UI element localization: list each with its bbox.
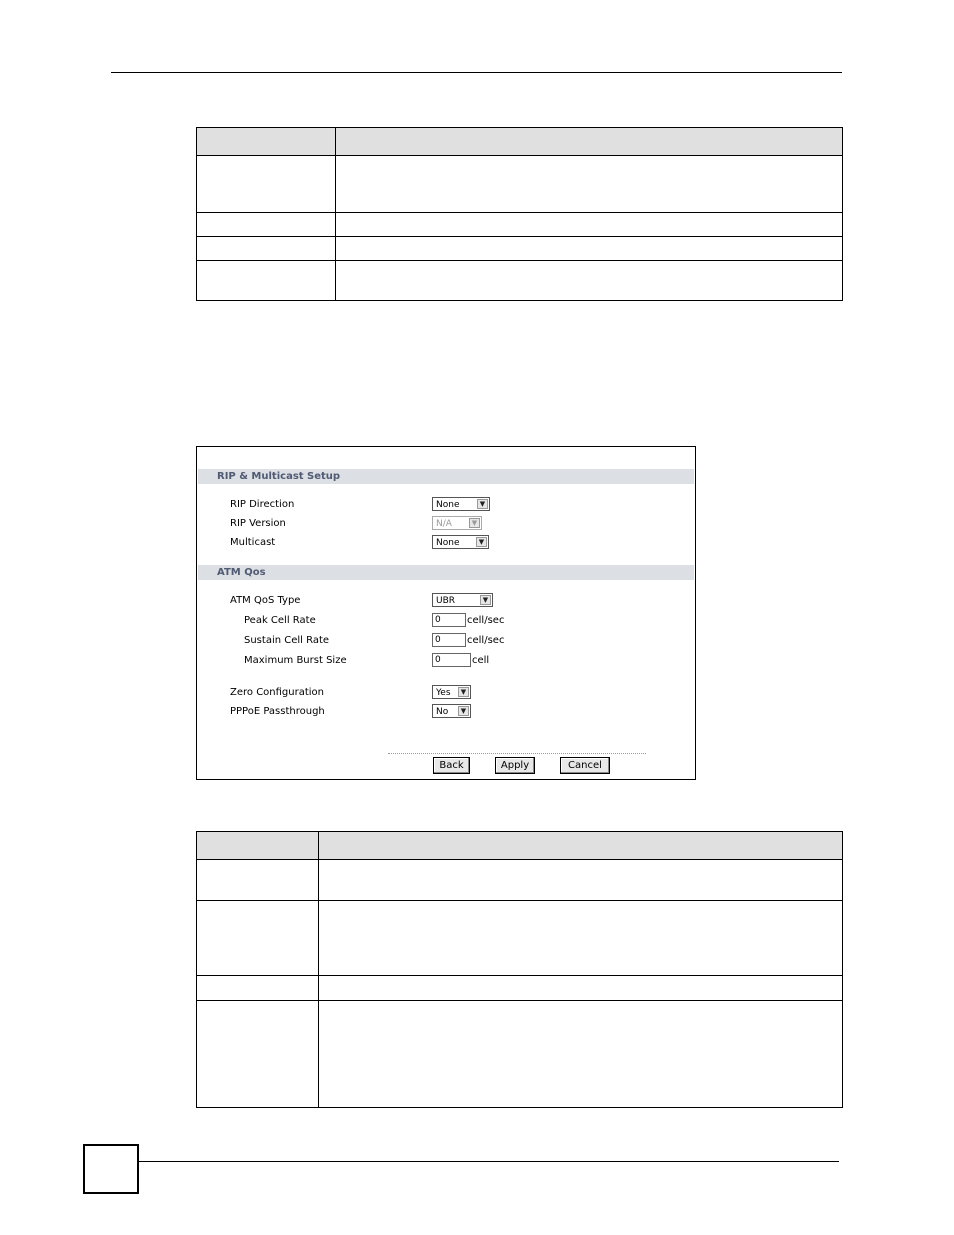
pppoe-passthrough-select[interactable]: [432, 704, 471, 718]
cancel-button[interactable]: Cancel: [560, 757, 610, 774]
sustain-cell-rate-input[interactable]: 0: [432, 633, 466, 647]
top-table-header-1: [197, 128, 336, 156]
multicast-select[interactable]: [432, 535, 489, 549]
chevron-down-icon: ▼: [469, 518, 480, 528]
atm-qos-type-label: ATM QoS Type: [230, 595, 301, 606]
back-button[interactable]: Back: [433, 757, 470, 774]
peak-cell-rate-label: Peak Cell Rate: [244, 615, 316, 626]
table-row: [197, 976, 319, 1001]
config-panel: [196, 446, 696, 780]
pppoe-passthrough-value: No: [436, 707, 449, 717]
bottom-table-header-2: [319, 832, 843, 860]
rip-direction-value: None: [436, 500, 460, 510]
peak-cell-rate-input[interactable]: 0: [432, 613, 466, 627]
pppoe-passthrough-label: PPPoE Passthrough: [230, 706, 325, 717]
sustain-cell-rate-label: Sustain Cell Rate: [244, 635, 330, 646]
zero-configuration-label: Zero Configuration: [230, 687, 325, 698]
multicast-label: Multicast: [230, 537, 276, 548]
table-row: [197, 901, 319, 976]
page-number-box: [83, 1144, 139, 1194]
top-table-header-2: [336, 128, 843, 156]
rip-direction-label: RIP Direction: [230, 499, 295, 510]
rip-direction-select[interactable]: [432, 497, 490, 511]
zero-configuration-select[interactable]: [432, 685, 471, 699]
rip-version-select: [432, 516, 482, 530]
max-burst-size-label: Maximum Burst Size: [244, 655, 347, 666]
peak-cell-rate-unit: cell/sec: [467, 615, 505, 626]
rip-version-value: N/A: [436, 519, 452, 529]
button-divider: [388, 753, 646, 754]
table-row: [197, 237, 336, 261]
chevron-down-icon: ▼: [477, 499, 488, 509]
chevron-down-icon: ▼: [458, 706, 469, 716]
sustain-cell-rate-unit: cell/sec: [467, 635, 505, 646]
apply-button[interactable]: Apply: [495, 757, 535, 774]
table-row: [197, 213, 336, 237]
table-row: [197, 156, 336, 213]
top-table: [196, 127, 843, 301]
bottom-table: [196, 831, 843, 1108]
chevron-down-icon: ▼: [480, 595, 491, 605]
table-row: [197, 860, 319, 901]
section-atm-qos-header: ATM Qos: [198, 565, 694, 580]
rip-version-label: RIP Version: [230, 518, 286, 529]
atm-qos-type-select[interactable]: [432, 593, 493, 607]
footer-rule: [139, 1161, 839, 1162]
table-row: [197, 1001, 319, 1108]
bottom-table-header-1: [197, 832, 319, 860]
zero-configuration-value: Yes: [436, 688, 451, 698]
multicast-value: None: [436, 538, 460, 548]
max-burst-size-unit: cell: [472, 655, 490, 666]
header-rule: [111, 72, 842, 73]
section-rip-multicast-header: RIP & Multicast Setup: [198, 469, 694, 484]
atm-qos-type-value: UBR: [436, 596, 456, 606]
chevron-down-icon: ▼: [476, 537, 487, 547]
chevron-down-icon: ▼: [458, 687, 469, 697]
table-row: [197, 261, 336, 301]
max-burst-size-input[interactable]: 0: [432, 653, 471, 667]
